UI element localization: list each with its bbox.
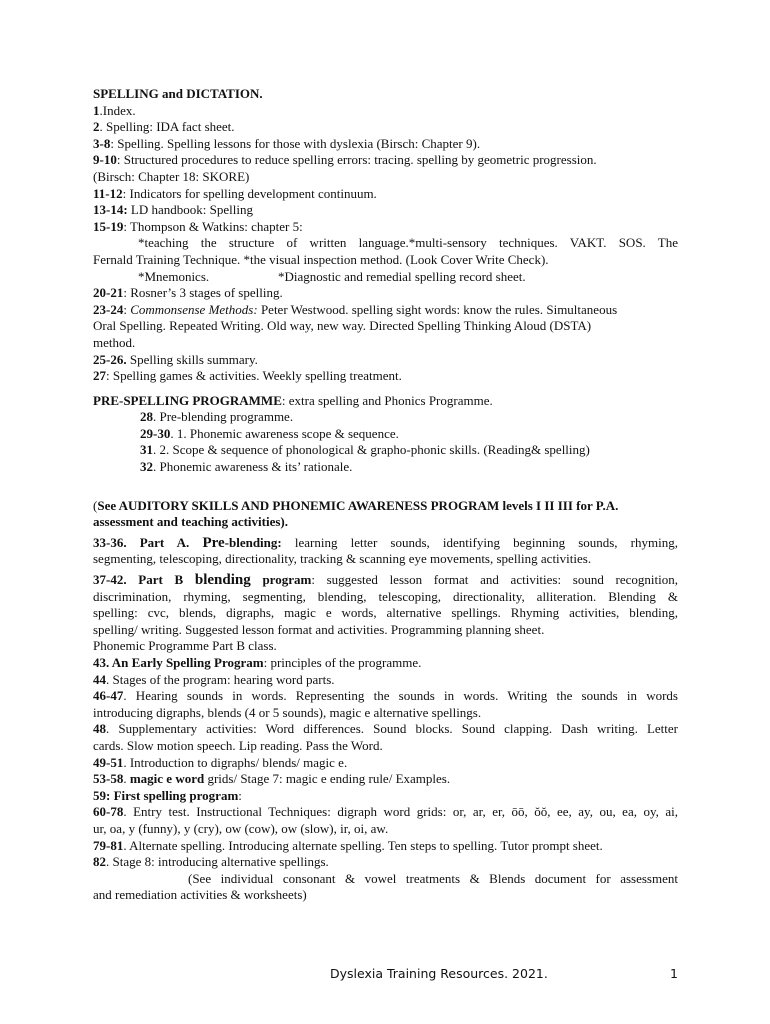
document-title: SPELLING and DICTATION. <box>93 86 263 101</box>
page-number: 1 <box>670 966 678 981</box>
toc-item: 49-51. Introduction to digraphs/ blends/ magic e. <box>93 754 348 770</box>
part-b-line-4: spelling/ writing. Suggested lesson format and activities. Programming planning sheet. <box>93 621 545 637</box>
toc-item: 3-8: Spelling. Spelling lessons for those with dyslexia (Birsch: Chapter 9). <box>93 135 481 151</box>
toc-item: 25-26. Spelling skills summary. <box>93 351 258 367</box>
toc-item-continuation: (Birsch: Chapter 18: SKORE) <box>93 168 250 184</box>
document-body <box>93 86 678 904</box>
pre-spelling-item: 28. Pre-blending programme. <box>140 409 294 425</box>
toc-item: 48. Supplementary activities: Word differences. Sound blocks. Sound clapping. Dash writing. Letter <box>93 721 678 737</box>
toc-item: 9-10: Structured procedures to reduce spelling errors: tracing. spelling by geometric progression. <box>93 152 597 168</box>
toc-item: 44. Stages of the program: hearing word parts. <box>93 671 335 687</box>
footer-text: Dyslexia Training Resources. 2021. <box>330 966 548 981</box>
thompson-watkins-line-2: Fernald Training Technique. *the visual inspection method. (Look Cover Write Check). <box>93 251 549 267</box>
closing-note-line-2: and remediation activities & worksheets) <box>93 887 307 903</box>
toc-item: 20-21: Rosner’s 3 stages of spelling. <box>93 285 283 301</box>
toc-item-continuation: introducing digraphs, blends (4 or 5 sounds), magic e alternative spellings. <box>93 704 482 720</box>
part-b-line-1: 37-42. Part B blending program: suggested lesson format and activities: sound recognition, <box>93 572 678 589</box>
see-auditory-note-continuation: assessment and teaching activities). <box>93 514 288 530</box>
part-b-line-3: spelling: cvc, blends, digraphs, magic e words, alternative spellings. Rhyming activities, blending, <box>93 605 678 621</box>
toc-item: 53-58. magic e word grids/ Stage 7: magic e ending rule/ Examples. <box>93 771 451 787</box>
pre-spelling-item: 32. Phonemic awareness & its’ rationale. <box>140 459 353 475</box>
part-b-line-5: Phonemic Programme Part B class. <box>93 638 277 654</box>
toc-item: 59: First spelling program: <box>93 787 242 803</box>
toc-item: 15-19: Thompson & Watkins: chapter 5: <box>93 218 303 234</box>
toc-item: 1.Index. <box>93 102 136 118</box>
toc-item: 2. Spelling: IDA fact sheet. <box>93 119 235 135</box>
see-auditory-note: (See AUDITORY SKILLS AND PHONEMIC AWARENESS PROGRAM levels I II III for P.A. <box>93 497 619 513</box>
toc-item: 27: Spelling games & activities. Weekly spelling treatment. <box>93 368 402 384</box>
toc-item: 23-24: Commonsense Methods: Peter Westwood. spelling sight words: know the rules. Simultaneous <box>93 301 618 317</box>
part-b-line-2: discrimination, rhyming, segmenting, blending, telescoping, directionality, alliteration. Blending & <box>93 588 678 604</box>
toc-item-continuation: cards. Slow motion speech. Lip reading. Pass the Word. <box>93 737 383 753</box>
toc-item: 60-78. Entry test. Instructional Techniques: digraph word grids: or, ar, er, ōō, ŏŏ, ee, ay, ou, ea, oy, ai, <box>93 804 678 820</box>
pre-spelling-item: 29-30. 1. Phonemic awareness scope & sequence. <box>140 425 399 441</box>
part-a-line-2: segmenting, telescoping, directionality, tracking & scanning eye movements, spelling activities. <box>93 551 592 567</box>
toc-item: 13-14: LD handbook: Spelling <box>93 202 253 218</box>
thompson-watkins-line-3: *Mnemonics. *Diagnostic and remedial spelling record sheet. <box>138 268 526 284</box>
pre-spelling-item: 31. 2. Scope & sequence of phonological & grapho-phonic skills. (Reading& spelling) <box>140 442 590 458</box>
toc-item: 43. An Early Spelling Program: principles of the programme. <box>93 655 422 670</box>
thompson-watkins-line-1: *teaching the structure of written language.*multi-sensory techniques. VAKT. SOS. The <box>138 235 678 251</box>
toc-item-continuation: ur, oa, y (funny), y (cry), ow (cow), ow (slow), ir, oi, aw. <box>93 820 389 836</box>
toc-item: 11-12: Indicators for spelling development continuum. <box>93 185 377 201</box>
toc-item: 79-81. Alternate spelling. Introducing alternate spelling. Ten steps to spelling. Tutor prompt sheet. <box>93 837 603 853</box>
pre-spelling-heading: PRE-SPELLING PROGRAMME: extra spelling and Phonics Programme. <box>93 392 493 408</box>
toc-item-continuation: Oral Spelling. Repeated Writing. Old way, new way. Directed Spelling Thinking Aloud (DSTA) <box>93 318 592 334</box>
closing-note-line-1: (See individual consonant & vowel treatments & Blends document for assessment <box>188 870 678 886</box>
toc-item-continuation: method. <box>93 334 136 350</box>
part-a-line-1: 33-36. Part A. Pre-blending: learning letter sounds, identifying beginning sounds, rhyming, <box>93 534 678 551</box>
toc-item: 82. Stage 8: introducing alternative spellings. <box>93 854 329 870</box>
toc-item: 46-47. Hearing sounds in words. Representing the sounds in words. Writing the sounds in words <box>93 688 678 704</box>
